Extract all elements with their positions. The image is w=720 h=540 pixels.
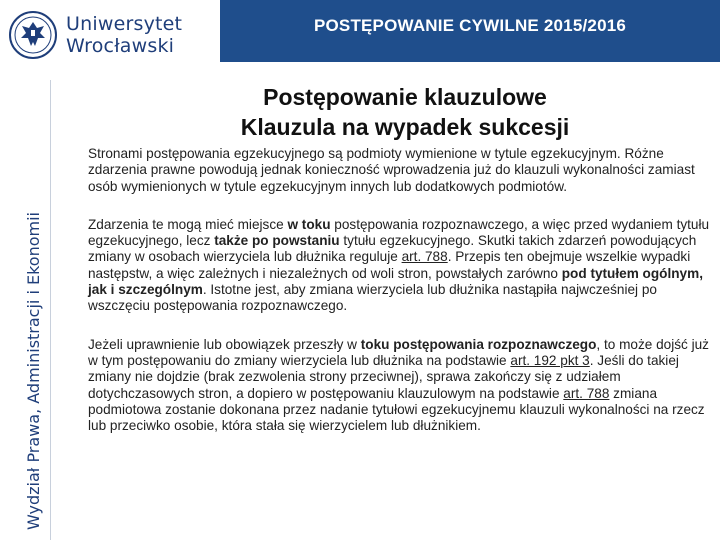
paragraph-2: [88, 217, 714, 315]
university-name-line2: Wrocławski: [66, 35, 175, 57]
university-logo[interactable]: [8, 8, 198, 62]
faculty-name: Wydział Prawa, Administracji i Ekonomii: [24, 212, 43, 530]
bold-text: w toku: [287, 216, 331, 232]
text-run: . Jeśli do takiej zmiany nie dojdzie (brak zezwolenia strony przeciwnej), sprawa zakończy się z udziałem dotychczasowych stron, a dopiero w postępowaniu klauzulowym na podstawie: [88, 352, 679, 401]
bold-text: pod tytułem ogólnym, jak i szczególnym: [88, 265, 703, 298]
paragraph-3: [88, 337, 714, 435]
article-link-788[interactable]: art. 788: [401, 249, 448, 265]
article-link-192[interactable]: art. 192 pkt 3: [510, 352, 590, 368]
text-run: Jeżeli uprawnienie lub obowiązek przeszły w: [88, 336, 361, 352]
text-run: tytułu egzekucyjnego. Skutki takich zdarzeń powodujących zmiany w osobach wierzyciela lub dłużnika reguluje: [88, 233, 697, 265]
sidebar-divider: [50, 80, 51, 540]
course-title: POSTĘPOWANIE CYWILNE 2015/2016: [313, 16, 627, 35]
bold-text: także po powstaniu: [214, 233, 340, 249]
eagle-crest-icon: [8, 10, 58, 60]
text-run: Zdarzenia te mogą mieć miejsce: [88, 216, 288, 232]
text-run: postępowania rozpoznawczego, a więc przed wydaniem tytułu egzekucyjnego, lecz: [88, 216, 710, 249]
slide-title-line2: Klauzula na wypadek sukcesji: [240, 114, 570, 140]
paragraph-1: Stronami postępowania egzekucyjnego są podmioty wymienione w tytule egzekucyjnym. Różne zdarzenia prawne powodują jednak konieczność wprowadzenia już do klauzuli wykonalności zamiast osób wymienionych w tytule egzekucyjnym innych lub dodatkowych podmiotów.: [88, 146, 695, 194]
bold-text: toku postępowania rozpoznawczego: [360, 336, 597, 352]
university-name: [66, 13, 182, 57]
slide-content: [88, 146, 714, 434]
header: [0, 0, 720, 68]
slide-title-line1: Postępowanie klauzulowe: [263, 84, 547, 110]
university-name-line1: Uniwersytet: [66, 13, 183, 35]
text-run: . Przepis ten obejmuje wszelkie wypadki następstw, a więc zależnych i niezależnych od woli stron, powstałych zarówno: [88, 249, 691, 281]
text-run: zmiana podmiotowa zostanie dokonana przez nadanie tytułowi egzekucyjnemu klauzuli wykonalności na rzecz lub przeciwko osobie, która stała się wierzycielem lub dłużnikiem.: [88, 385, 705, 434]
text-run: , to może dojść już w tym postępowaniu do zmiany wierzyciela lub dłużnika na podstawie: [88, 336, 709, 368]
text-run: . Istotne jest, aby zmiana wierzyciela lub dłużnika nastąpiła najwcześniej po wszczęciu postępowania rozpoznawczego.: [88, 282, 657, 314]
article-link-788[interactable]: art. 788: [563, 385, 610, 401]
slide-title: [150, 82, 660, 142]
